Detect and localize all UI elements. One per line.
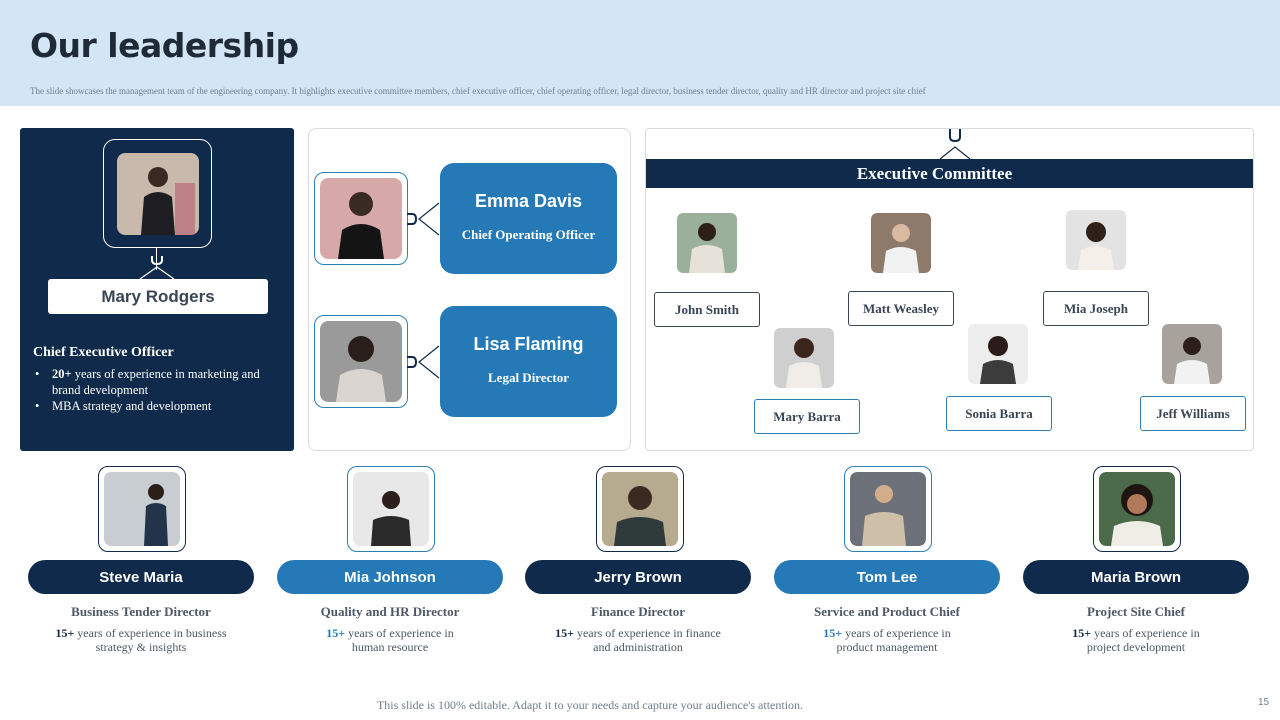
officer-card[interactable] — [440, 306, 617, 417]
team-description — [525, 626, 751, 654]
committee-connector — [938, 129, 972, 161]
team-role: Service and Product Chief — [814, 604, 960, 619]
officer-photo[interactable] — [320, 321, 402, 402]
team-experience-number: 15+ — [1072, 626, 1092, 640]
page-subtitle: The slide showcases the management team of the engineering company. It highlights executive committee members, chief executive officer, chief operating officer, legal director, business tender director, quality and HR director and project site chief — [30, 86, 926, 96]
team-name-pill: Jerry Brown — [525, 560, 751, 594]
ceo-panel — [20, 128, 294, 451]
officer-photo[interactable] — [320, 178, 402, 259]
committee-member-name: Sonia Barra — [946, 396, 1052, 431]
officer-connector — [407, 203, 441, 237]
ceo-name: Mary Rodgers — [48, 279, 268, 314]
officer-name: Lisa Flaming — [473, 334, 584, 354]
team-description — [774, 626, 1000, 654]
ceo-bullet-item — [33, 398, 283, 414]
team-description-line: strategy & insights — [95, 640, 187, 654]
committee-photo[interactable] — [1162, 324, 1222, 384]
ceo-bullet-item — [33, 366, 283, 398]
team-description — [28, 626, 254, 654]
team-description-line: human resource — [351, 640, 429, 654]
team-description-line: years of experience in business — [74, 626, 227, 640]
team-description-line: years of experience in finance — [573, 626, 721, 640]
ceo-bullet-text: years of experience in marketing and brand development — [52, 367, 260, 397]
team-name-pill: Steve Maria — [28, 560, 254, 594]
team-role: Quality and HR Director — [320, 604, 460, 619]
committee-member-name: Mia Joseph — [1043, 291, 1149, 326]
team-role: Business Tender Director — [71, 604, 211, 619]
committee-photo[interactable] — [1066, 210, 1126, 270]
team-photo[interactable] — [1099, 472, 1175, 546]
team-photo[interactable] — [850, 472, 926, 546]
team-photo-frame — [844, 466, 932, 552]
ceo-bullet-number: 20+ — [52, 367, 72, 381]
team-description — [277, 626, 503, 654]
header-band — [0, 0, 1280, 106]
officer-name: Emma Davis — [474, 191, 583, 211]
ceo-bullet-text: MBA strategy and development — [52, 399, 212, 413]
committee-title: Executive Committee — [646, 159, 1253, 188]
team-name-pill: Mia Johnson — [277, 560, 503, 594]
ceo-role: Chief Executive Officer — [33, 345, 174, 360]
team-photo[interactable] — [353, 472, 429, 546]
committee-photo[interactable] — [968, 324, 1028, 384]
committee-member-name: Matt Weasley — [848, 291, 954, 326]
team-experience-number: 15+ — [555, 626, 574, 640]
ceo-bullet-list — [33, 366, 283, 414]
committee-member-name: Jeff Williams — [1140, 396, 1246, 431]
officer-connector — [407, 346, 441, 380]
team-description-line: product management — [836, 640, 938, 654]
team-role: Project Site Chief — [1087, 604, 1185, 619]
team-description-line: years of experience in — [1091, 626, 1200, 640]
team-role: Finance Director — [591, 604, 685, 619]
committee-photo[interactable] — [774, 328, 834, 388]
committee-photo[interactable] — [677, 213, 737, 273]
ceo-connector-fork — [140, 256, 174, 280]
team-name-pill: Tom Lee — [774, 560, 1000, 594]
page-number: 15 — [1258, 697, 1270, 708]
team-photo[interactable] — [602, 472, 678, 546]
officer-photo-frame — [314, 315, 408, 408]
officers-panel — [308, 128, 631, 451]
team-photo-frame — [596, 466, 684, 552]
team-description-line: and administration — [593, 640, 683, 654]
executive-committee-panel — [645, 128, 1254, 451]
officer-photo-frame — [314, 172, 408, 265]
team-photo[interactable] — [104, 472, 180, 546]
team-experience-number: 15+ — [55, 626, 75, 640]
team-experience-number: 15+ — [823, 626, 843, 640]
team-description — [1023, 626, 1249, 654]
officer-role: Legal Director — [488, 370, 569, 385]
page-title: Our leadership — [30, 26, 299, 65]
team-description-line: years of experience in — [842, 626, 951, 640]
footer-note: This slide is 100% editable. Adapt it to your needs and capture your audience's attention. — [376, 698, 804, 712]
ceo-photo-frame — [103, 139, 212, 248]
officer-role: Chief Operating Officer — [461, 227, 596, 242]
team-photo-frame — [1093, 466, 1181, 552]
officer-card[interactable] — [440, 163, 617, 274]
team-description-line: years of experience in — [345, 626, 454, 640]
committee-member-name: Mary Barra — [754, 399, 860, 434]
team-photo-frame — [347, 466, 435, 552]
team-description-line: project development — [1086, 640, 1186, 654]
team-experience-number: 15+ — [326, 626, 346, 640]
ceo-photo[interactable] — [117, 153, 199, 235]
team-name-pill: Maria Brown — [1023, 560, 1249, 594]
committee-photo[interactable] — [871, 213, 931, 273]
team-photo-frame — [98, 466, 186, 552]
committee-member-name: John Smith — [654, 292, 760, 327]
